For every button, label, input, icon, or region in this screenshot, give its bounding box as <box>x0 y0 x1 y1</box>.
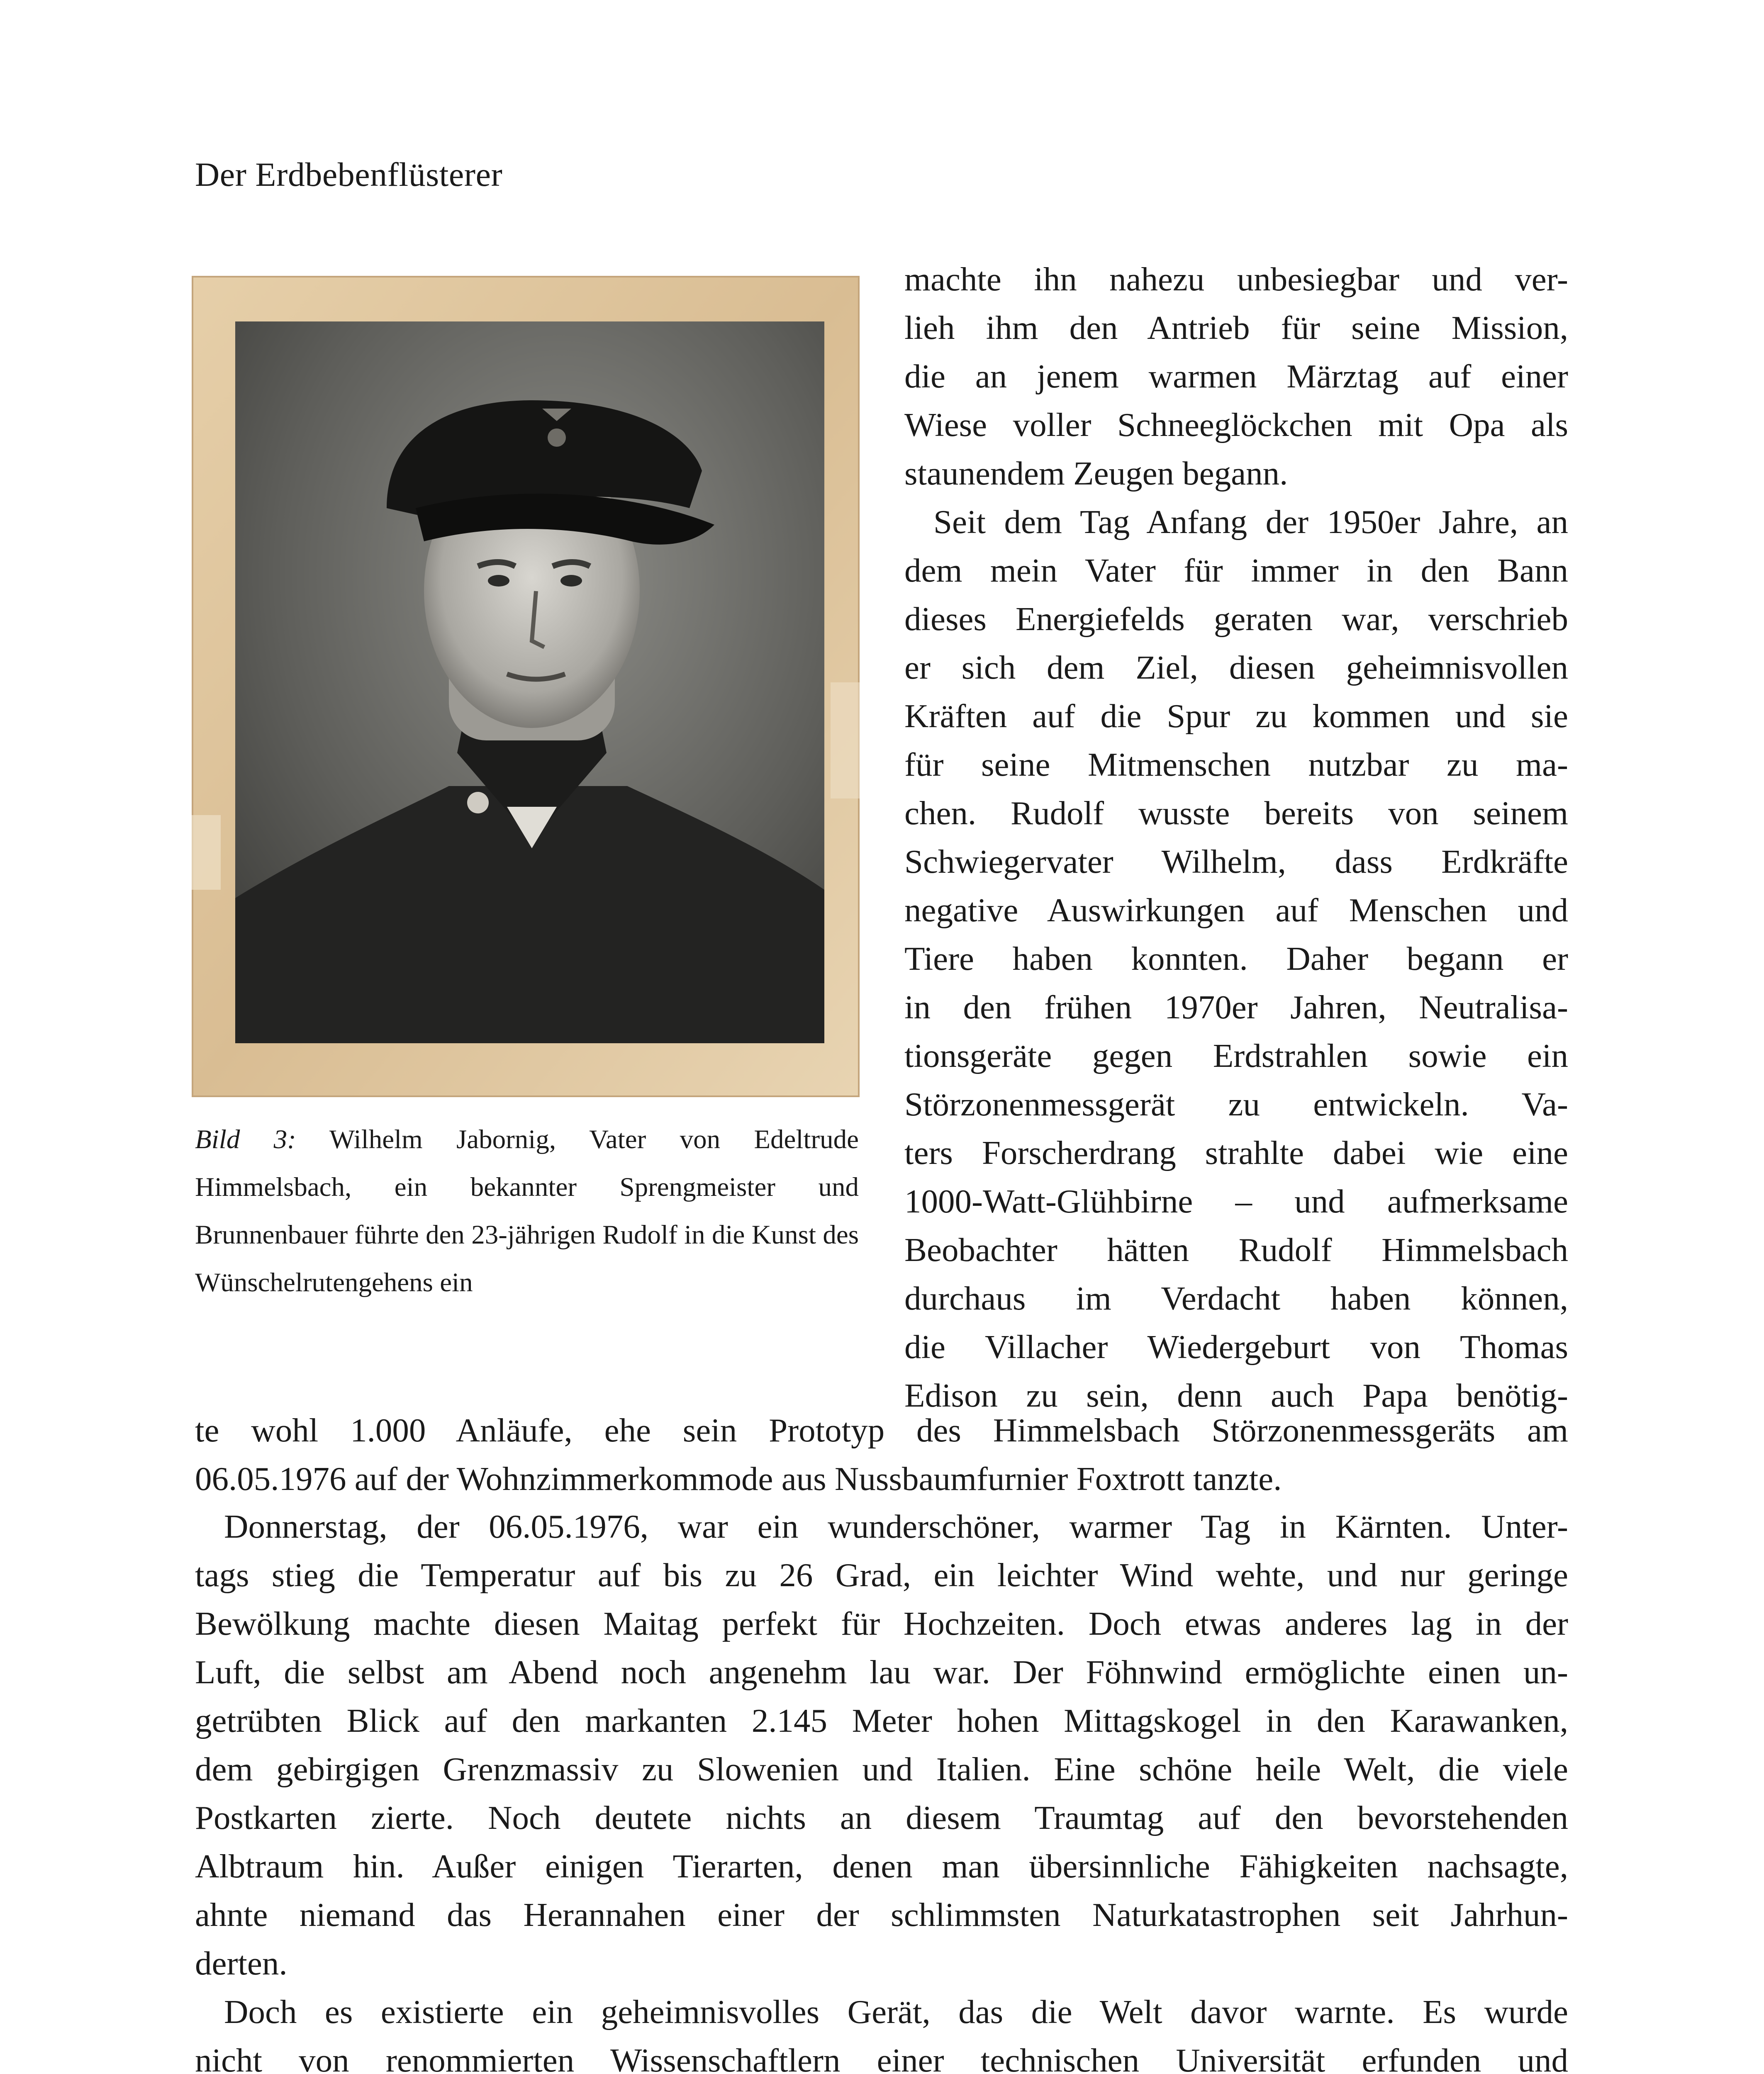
text-line: te wohl 1.000 Anläufe, ehe sein Prototyp des Himmelsbach Störzonenmessgeräts am <box>195 1412 1568 1449</box>
portrait-photograph <box>192 276 860 1097</box>
text-line: 1000-Watt-Glühbirne – und aufmerksame <box>904 1183 1568 1220</box>
text-line: nicht von renommierten Wissenschaftlern einer technischen Universität erfunden und <box>195 2042 1568 2074</box>
text-line: Donnerstag, der 06.05.1976, war ein wunderschöner, warmer Tag in Kärnten. Unter- <box>224 1508 1568 1545</box>
paragraph-2-continued <box>195 1406 1568 1503</box>
text-line: ahnte niemand das Herannahen einer der schlimmsten Naturkatastrophen seit Jahrhun- <box>195 1896 1568 1933</box>
text-line: Schwiegervater Wilhelm, dass Erdkräfte <box>904 843 1568 880</box>
text-line: dem mein Vater für immer in den Bann <box>904 552 1568 589</box>
text-line: Doch es existierte ein geheimnisvolles Gerät, das die Welt davor warnte. Es wurde <box>224 1993 1568 2030</box>
text-line: Albtraum hin. Außer einigen Tierarten, denen man übersinnliche Fähigkeiten nachsagte, <box>195 1848 1568 1885</box>
text-line: 06.05.1976 auf der Wohnzimmerkommode aus Nussbaumfurnier Foxtrott tanzte. <box>195 1460 1282 1497</box>
text-line: machte ihn nahezu unbesiegbar und ver- <box>904 260 1568 298</box>
text-line: in den frühen 1970er Jahren, Neutralisa- <box>904 988 1568 1026</box>
text-line: Kräften auf die Spur zu kommen und sie <box>904 697 1568 735</box>
text-line: lieh ihm den Antrieb für seine Mission, <box>904 309 1568 346</box>
paragraph-4 <box>195 1988 1568 2074</box>
text-line: derten. <box>195 1945 288 1982</box>
text-line: dem gebirgigen Grenzmassiv zu Slowenien und Italien. Eine schöne heile Welt, die viele <box>195 1750 1568 1788</box>
text-line: dieses Energiefelds geraten war, verschrieb <box>904 600 1568 638</box>
text-line: Luft, die selbst am Abend noch angenehm lau war. Der Föhnwind ermöglichte einen un- <box>195 1653 1568 1691</box>
running-title: Der Erdbebenflüsterer <box>195 156 503 193</box>
caption-text: Wilhelm Jabornig, Vater von Edeltrude Himmelsbach, ein bekannter Sprengmeister und Brunnenbauer führte den 23-jährigen Rudolf in die Kunst des Wünschelrutengehens ein <box>195 1125 859 1297</box>
text-line: tags stieg die Temperatur auf bis zu 26 Grad, ein leichter Wind wehte, und nur geringe <box>195 1556 1568 1594</box>
text-line: für seine Mitmenschen nutzbar zu ma- <box>904 746 1568 783</box>
text-line: ters Forscherdrang strahlte dabei wie eine <box>904 1134 1568 1171</box>
text-line: Bewölkung machte diesen Maitag perfekt für Hochzeiten. Doch etwas anderes lag in der <box>195 1605 1568 1642</box>
text-line: die Villacher Wiedergeburt von Thomas <box>904 1328 1568 1366</box>
paragraph-1 <box>904 255 1568 498</box>
text-line: Postkarten zierte. Noch deutete nichts an diesem Traumtag auf den bevorstehenden <box>195 1799 1568 1836</box>
text-line: Störzonenmessgerät zu entwickeln. Va- <box>904 1086 1568 1123</box>
text-line: die an jenem warmen Märztag auf einer <box>904 358 1568 395</box>
text-line: negative Auswirkungen auf Menschen und <box>904 891 1568 929</box>
paragraph-3 <box>195 1502 1568 1988</box>
text-line: Seit dem Tag Anfang der 1950er Jahre, an <box>933 503 1568 540</box>
text-line: Beobachter hätten Rudolf Himmelsbach <box>904 1231 1568 1268</box>
caption-label: Bild 3: <box>195 1125 296 1154</box>
text-line: getrübten Blick auf den markanten 2.145 Meter hohen Mittagskogel in den Karawanken, <box>195 1702 1568 1739</box>
text-line: staunendem Zeugen begann. <box>904 455 1288 492</box>
text-line: er sich dem Ziel, diesen geheimnisvollen <box>904 649 1568 686</box>
text-line: Tiere haben konnten. Daher begann er <box>904 940 1568 977</box>
text-line: Wiese voller Schneeglöckchen mit Opa als <box>904 406 1568 443</box>
paragraph-2 <box>904 498 1568 1420</box>
text-line: durchaus im Verdacht haben können, <box>904 1280 1568 1317</box>
text-line: Edison zu sein, denn auch Papa benötig- <box>904 1377 1568 1414</box>
text-line: tionsgeräte gegen Erdstrahlen sowie ein <box>904 1037 1568 1074</box>
text-line: chen. Rudolf wusste bereits von seinem <box>904 794 1568 832</box>
figure-caption <box>195 1116 859 1307</box>
